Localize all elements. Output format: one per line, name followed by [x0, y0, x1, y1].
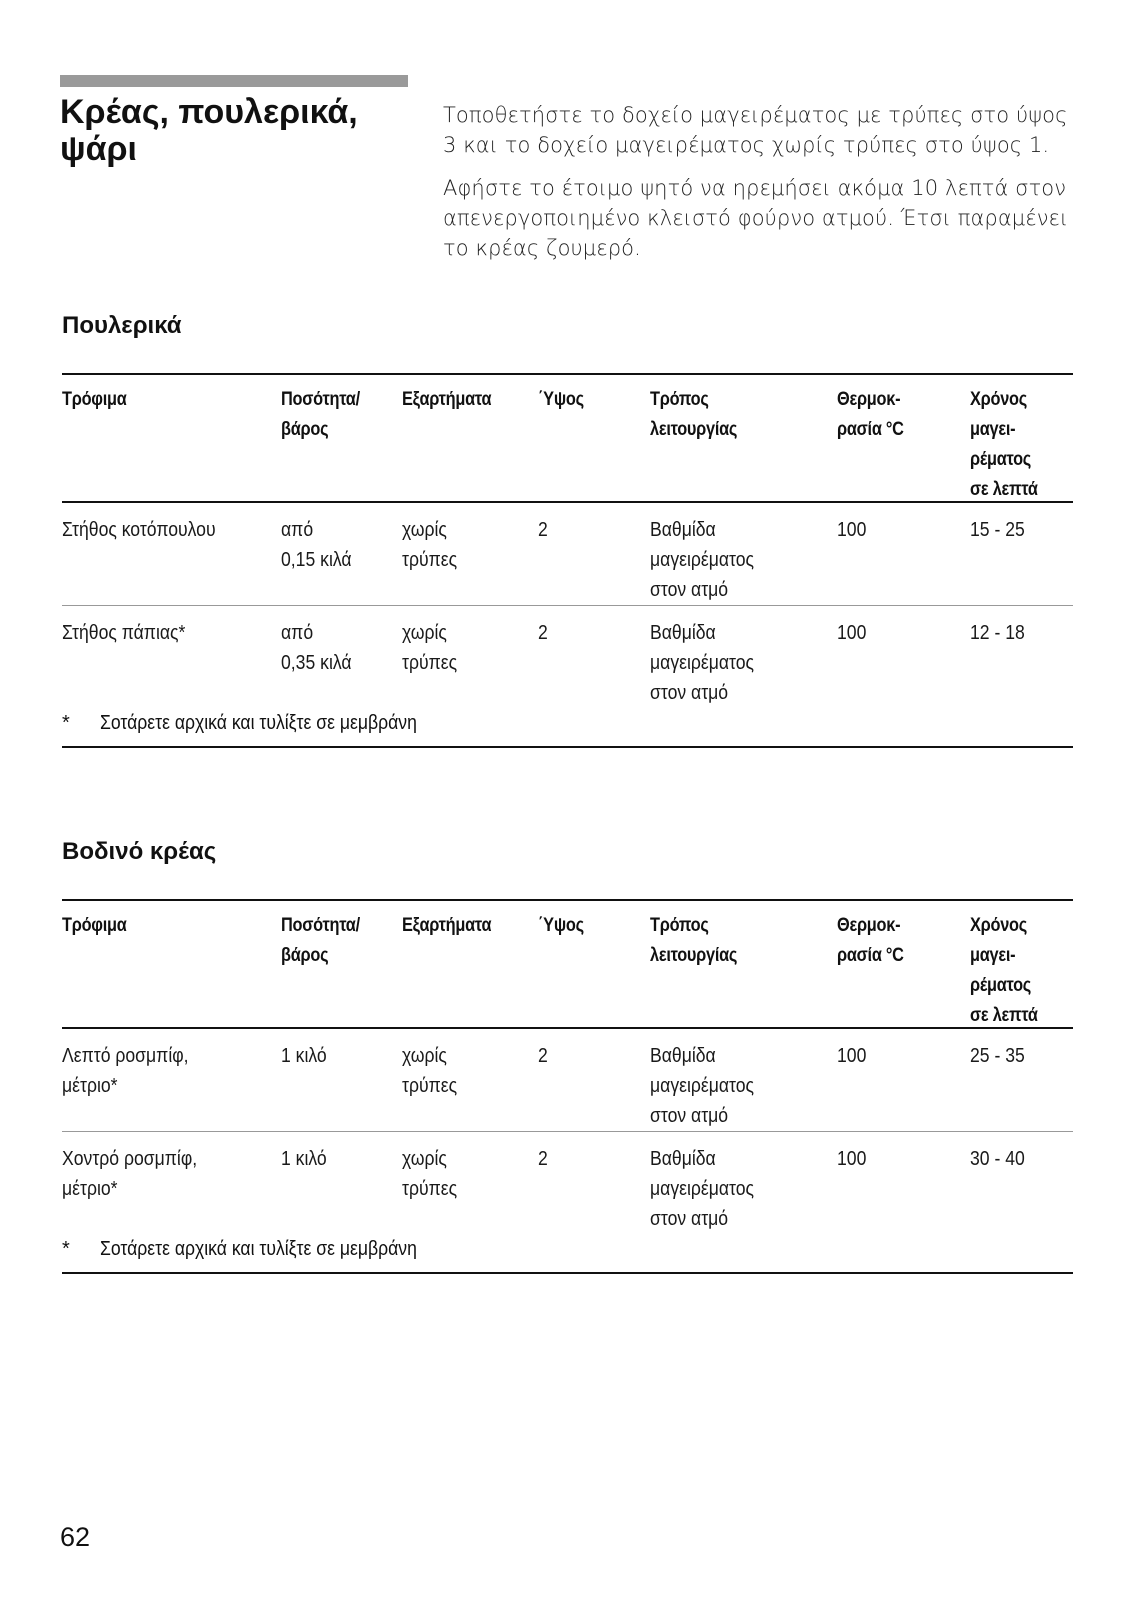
cell-food: Λεπτό ροσμπίφ, μέτριο* — [62, 1045, 189, 1097]
cell-time: 25 - 35 — [970, 1045, 1025, 1067]
cell-mode: Βαθμίδα μαγειρέματος στον ατμό — [650, 1045, 755, 1127]
table-row — [62, 503, 1073, 606]
header-temp: Θερμοκ- ρασία °C — [837, 389, 904, 440]
header-mode: Τρόπος λειτουργίας — [650, 915, 738, 966]
table-beef — [62, 899, 1073, 1274]
cell-level: 2 — [538, 1148, 548, 1170]
cell-food: Στήθος πάπιας* — [62, 622, 186, 644]
cell-level: 2 — [538, 622, 548, 644]
cell-food: Στήθος κοτόπουλου — [62, 519, 216, 541]
cell-mode: Βαθμίδα μαγειρέματος στον ατμό — [650, 622, 755, 704]
table-row — [62, 606, 1073, 702]
table-row — [62, 1132, 1073, 1228]
footnote-text: Σοτάρετε αρχικά και τυλίξτε σε μεμβράνη — [100, 712, 417, 734]
footnote-mark: * — [62, 1238, 70, 1260]
table-row — [62, 1029, 1073, 1132]
footnote-text: Σοτάρετε αρχικά και τυλίξτε σε μεμβράνη — [100, 1238, 417, 1260]
intro-paragraph: Αφήστε το έτοιμο ψητό να ηρεμήσει ακόμα 10 λεπτά στον απενεργοποιημένο κλειστό φούρνο ατμού. Έτσι παραμένει το κρέας ζουμερό. — [443, 176, 1069, 260]
page-title: Κρέας, πουλερικά, ψάρι — [60, 93, 358, 168]
table-poultry — [62, 373, 1073, 748]
header-time: Χρόνος μαγει- ρέματος σε λεπτά — [970, 389, 1038, 500]
cell-accessories: χωρίς τρύπες — [402, 1148, 458, 1200]
cell-accessories: χωρίς τρύπες — [402, 1045, 458, 1097]
header-temp: Θερμοκ- ρασία °C — [837, 915, 904, 966]
cell-accessories: χωρίς τρύπες — [402, 519, 458, 571]
cell-level: 2 — [538, 519, 548, 541]
header-quantity: Ποσότητα/ βάρος — [281, 915, 360, 966]
header-time: Χρόνος μαγει- ρέματος σε λεπτά — [970, 915, 1038, 1026]
table-footnote — [62, 702, 1073, 748]
section-title-beef: Βοδινό κρέας — [62, 838, 217, 865]
header-food: Τρόφιμα — [62, 389, 127, 410]
cell-temp: 100 — [837, 1148, 867, 1170]
header-accessories: Εξαρτήματα — [402, 389, 492, 410]
table-header — [62, 375, 1073, 503]
cell-quantity: από 0,35 κιλά — [281, 622, 352, 674]
cell-time: 30 - 40 — [970, 1148, 1025, 1170]
cell-accessories: χωρίς τρύπες — [402, 622, 458, 674]
section-title-poultry: Πουλερικά — [62, 312, 182, 339]
cell-temp: 100 — [837, 1045, 867, 1067]
cell-temp: 100 — [837, 622, 867, 644]
cell-temp: 100 — [837, 519, 867, 541]
intro-paragraph: Τοποθετήστε το δοχείο μαγειρέματος με τρύπες στο ύψος 3 και το δοχείο μαγειρέματος χωρίς τρύπες στο ύψος 1. — [443, 103, 1068, 157]
footnote-mark: * — [62, 712, 70, 734]
intro-text — [443, 100, 1073, 276]
cell-quantity: από 0,15 κιλά — [281, 519, 352, 571]
cell-quantity: 1 κιλό — [281, 1148, 327, 1170]
header-level: ΄Υψος — [538, 389, 584, 410]
header-accessories: Εξαρτήματα — [402, 915, 492, 936]
cell-quantity: 1 κιλό — [281, 1045, 327, 1067]
cell-food: Χοντρό ροσμπίφ, μέτριο* — [62, 1148, 198, 1200]
header-level: ΄Υψος — [538, 915, 584, 936]
title-accent-bar — [60, 75, 408, 87]
cell-level: 2 — [538, 1045, 548, 1067]
table-footnote — [62, 1228, 1073, 1274]
header-quantity: Ποσότητα/ βάρος — [281, 389, 360, 440]
table-header — [62, 901, 1073, 1029]
page-number: 62 — [60, 1522, 91, 1552]
cell-time: 12 - 18 — [970, 622, 1025, 644]
cell-mode: Βαθμίδα μαγειρέματος στον ατμό — [650, 1148, 755, 1230]
header-mode: Τρόπος λειτουργίας — [650, 389, 738, 440]
header-food: Τρόφιμα — [62, 915, 127, 936]
cell-mode: Βαθμίδα μαγειρέματος στον ατμό — [650, 519, 755, 601]
cell-time: 15 - 25 — [970, 519, 1025, 541]
